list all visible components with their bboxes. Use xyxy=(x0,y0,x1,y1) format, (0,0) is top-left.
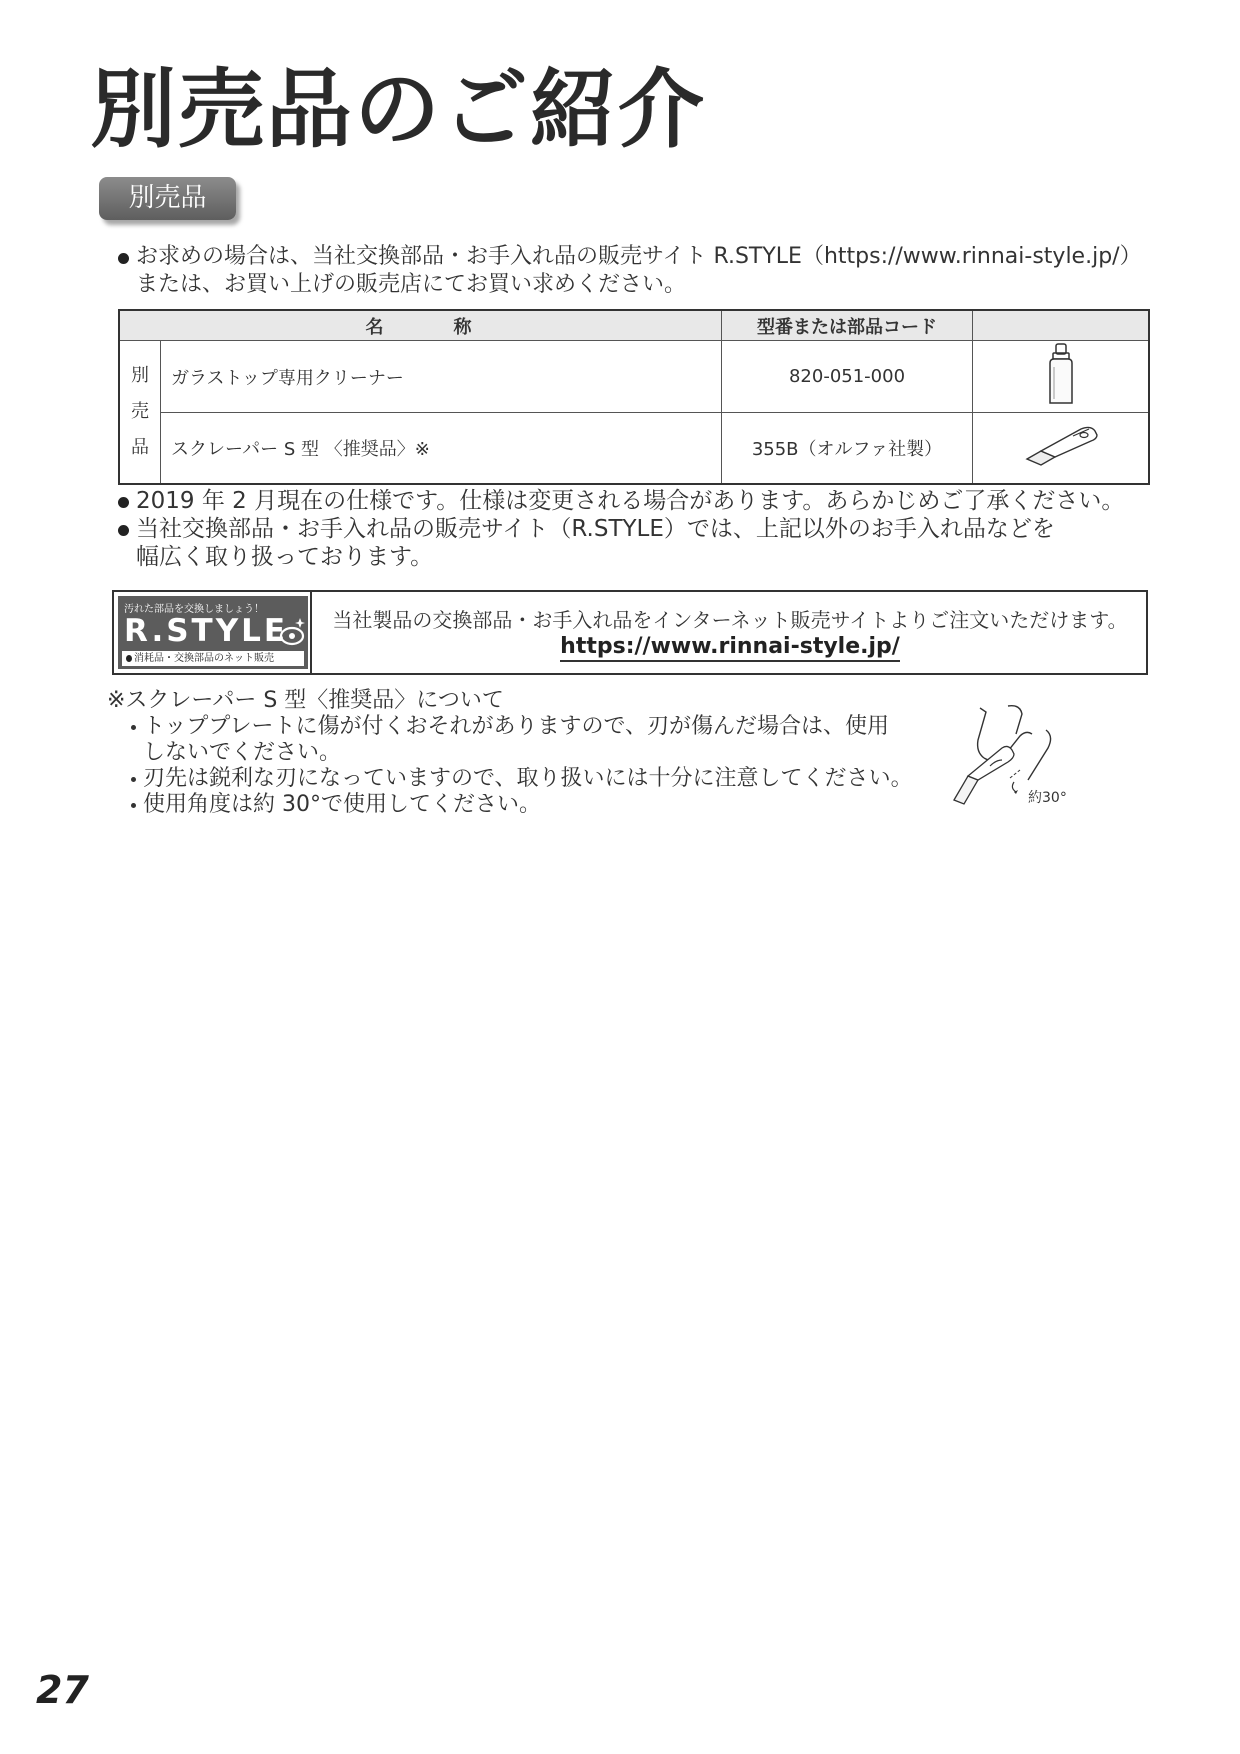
table-row xyxy=(119,413,1149,485)
item-code: 355B（オルファ社製） xyxy=(722,413,973,485)
table-row xyxy=(119,341,1149,413)
item-image xyxy=(973,413,1150,485)
scraper-note-item: トッププレートに傷が付くおそれがありますので、刃が傷んだ場合は、使用 xyxy=(107,714,907,740)
scraper-notes xyxy=(107,688,913,818)
rstyle-logo: 汚れた部品を交換しましょう！ R.STYLE 消耗品・交換部品のネット販売 xyxy=(118,596,308,669)
page-number: 27 xyxy=(36,1668,89,1712)
header-code: 型番または部品コード xyxy=(722,310,973,341)
note-line: 幅広く取り扱っております。 xyxy=(136,544,434,570)
intro-text xyxy=(118,243,1158,299)
rstyle-description: 当社製品の交換部品・お手入れ品をインターネット販売サイトよりご注文いただけます。 xyxy=(332,608,1128,632)
angle-label: 約30° xyxy=(1028,790,1067,806)
scraper-note-item: 刃先は鋭利な刃になっていますので、取り扱いには十分に注意してください。 xyxy=(107,766,907,792)
page-title: 別売品のご紹介 xyxy=(90,59,706,160)
item-code: 820-051-000 xyxy=(722,341,973,413)
scraper-note-item: しないでください。 xyxy=(143,740,342,765)
scraper-notes-heading: ※スクレーパー S 型〈推奨品〉について xyxy=(107,688,504,713)
note-line: 2019 年 2 月現在の仕様です。仕様は変更される場合があります。あらかじめご了承ください。 xyxy=(118,487,1158,515)
scraper-note-item: 使用角度は約 30°で使用してください。 xyxy=(107,792,907,818)
item-name: スクレーパー S 型 〈推奨品〉※ xyxy=(161,413,722,485)
intro-line-1: お求めの場合は、当社交換部品・お手入れ品の販売サイト R.STYLE（https://www.rinnai-style.jp/） xyxy=(118,243,1158,271)
cleaner-bottle-icon xyxy=(1041,341,1081,407)
parts-table xyxy=(118,309,1150,485)
intro-line-2: または、お買い上げの販売店にてお買い求めください。 xyxy=(136,272,687,297)
header-name: 名 称 xyxy=(119,310,722,341)
divider xyxy=(310,592,312,673)
sparkle-icon xyxy=(278,616,306,648)
table-header-row xyxy=(119,310,1149,341)
rstyle-url[interactable]: https://www.rinnai-style.jp/ xyxy=(314,634,1146,659)
rstyle-banner xyxy=(112,590,1148,675)
bullet-icon xyxy=(118,253,129,264)
bullet-icon xyxy=(118,497,129,508)
item-name: ガラストップ専用クリーナー xyxy=(161,341,722,413)
category-cell: 別 売 品 xyxy=(119,341,161,485)
scraper-icon xyxy=(1021,421,1101,471)
section-tab: 別売品 xyxy=(99,177,236,220)
note-line: 当社交換部品・お手入れ品の販売サイト（R.STYLE）では、上記以外のお手入れ品などを xyxy=(118,515,1158,543)
notes xyxy=(118,487,1158,571)
bullet-icon xyxy=(118,525,129,536)
header-image xyxy=(973,310,1150,341)
item-image xyxy=(973,341,1150,413)
